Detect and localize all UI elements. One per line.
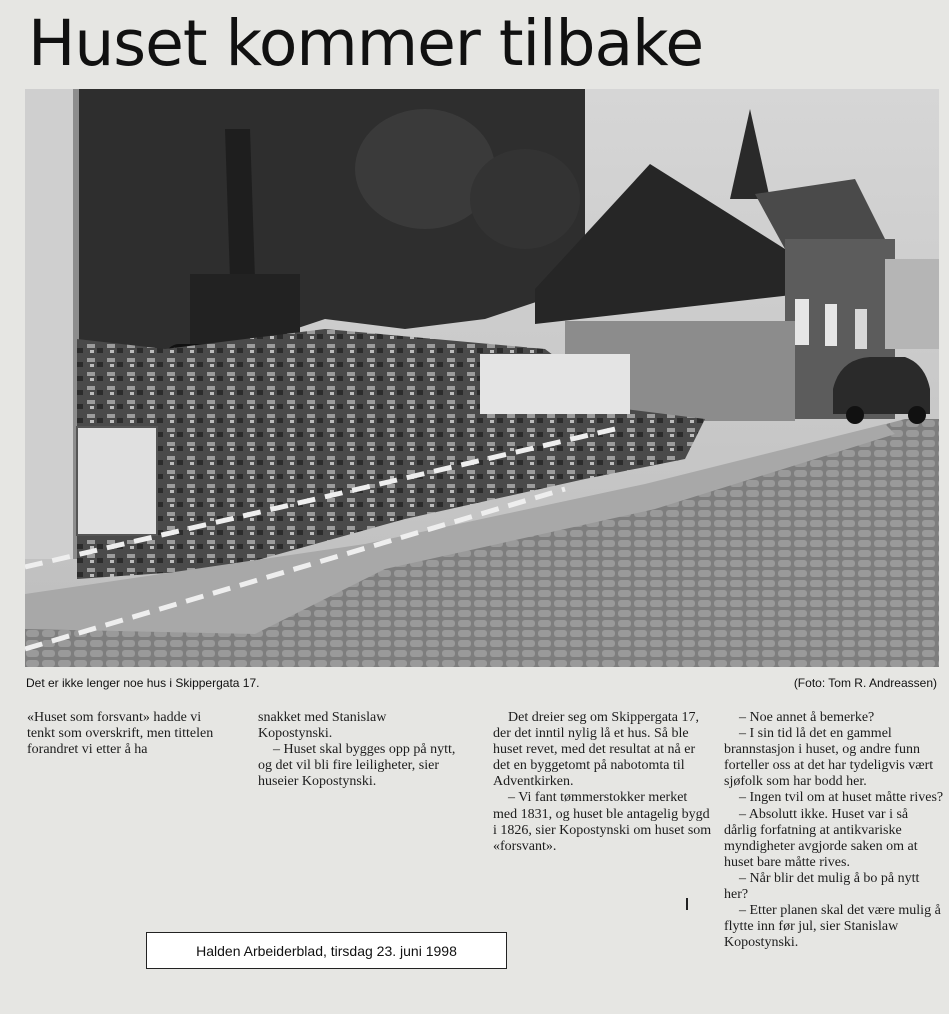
article-column-2	[258, 710, 463, 790]
source-label-text: Halden Arbeiderblad, tirsdag 23. juni 1998	[196, 942, 457, 959]
article-paragraph: – Huset skal bygges opp på nytt, og det vil bli fire leiligheter, sier huseier Kopostynski.	[258, 742, 456, 790]
photo-caption: Det er ikke lenger noe hus i Skippergata 17.	[26, 676, 260, 690]
article-paragraph: – Absolutt ikke. Huset var i så dårlig forfatning at antikvariske myndigheter avgjorde saken om at huset bare måtte rives.	[724, 806, 918, 870]
headline: Huset kommer tilbake	[28, 7, 704, 80]
photo-credit: (Foto: Tom R. Andreassen)	[793, 676, 937, 690]
article-paragraph: – Ingen tvil om at huset måtte rives?	[739, 790, 944, 806]
article-column-4	[724, 710, 944, 951]
article-paragraph: – Vi fant tømmerstokker merket med 1831, og huset ble antagelig bygd i 1826, sier Kopostynski om huset som «forsvant».	[493, 790, 712, 854]
article-column-1	[27, 710, 232, 758]
article-paragraph: Det dreier seg om Skippergata 17, der det inntil nylig lå et hus. Så ble huset revet, med det resultat at nå er det en byggetomt på nabotomta til Adventkirken.	[493, 710, 700, 790]
source-label	[146, 932, 507, 969]
article-paragraph: «Huset som forsvant» hadde vi tenkt som overskrift, men tittelen forandret vi etter å ha	[27, 710, 214, 758]
article-paragraph: snakket med Stanislaw Kopostynski.	[258, 710, 387, 742]
demolition-photo-illustration	[25, 89, 939, 667]
column-rule-mark	[686, 898, 688, 910]
article-column-3	[493, 710, 713, 855]
demolition-photo	[25, 89, 939, 667]
article-paragraph: – Når blir det mulig å bo på nytt her?	[724, 870, 920, 903]
article-paragraph: – Etter planen skal det være mulig å flytte inn før jul, sier Stanislaw Kopostynski.	[724, 903, 941, 951]
article-paragraph: – Noe annet å bemerke?	[739, 710, 875, 725]
article-paragraph: – I sin tid lå det en gammel brannstasjon i huset, og andre funn forteller oss at det har tydeligvis vært sjøfolk som har bodd her.	[724, 726, 934, 790]
